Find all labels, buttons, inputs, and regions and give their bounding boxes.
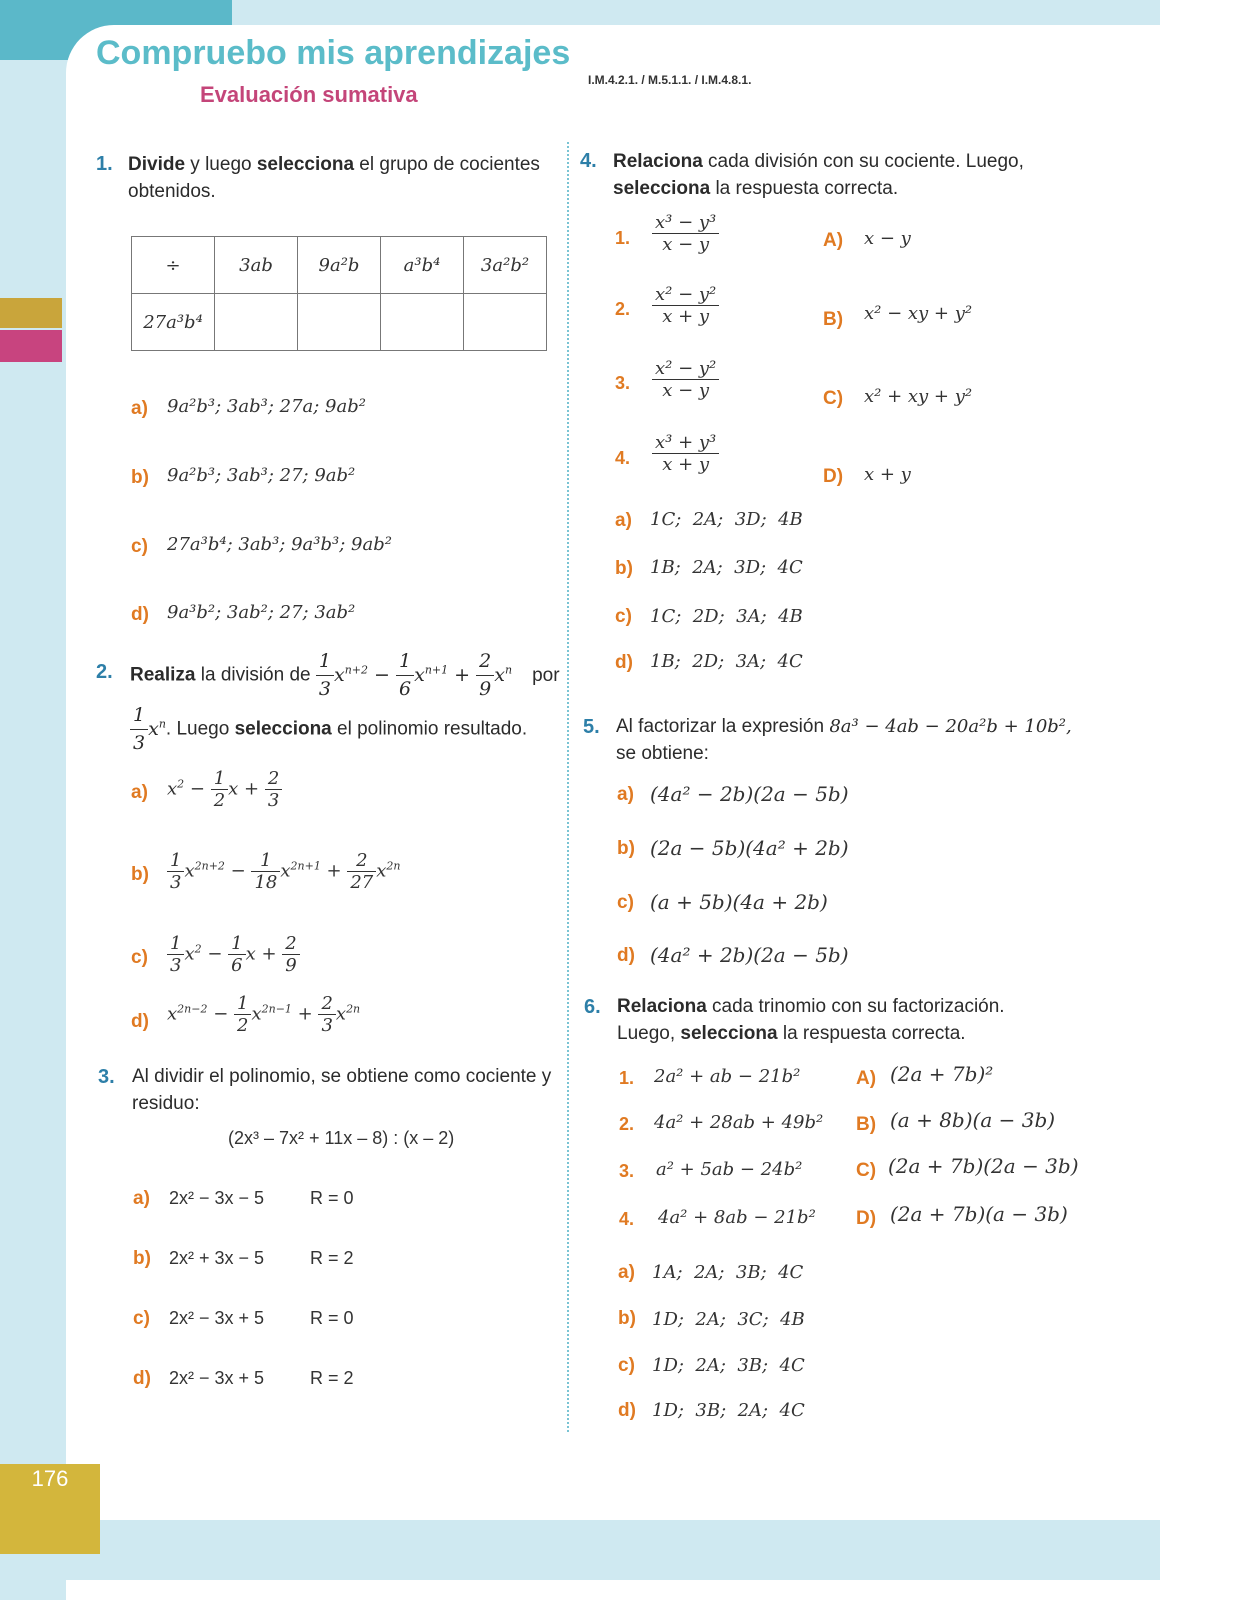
q4-option-d-letter[interactable]: d) (615, 652, 633, 673)
q6-item-1-text: 2a² + ab − 21b² (654, 1066, 801, 1087)
column-divider (567, 142, 569, 1432)
q4-option-a-text: 1C; 2A; 3D; 4B (650, 509, 803, 530)
q1-option-c-text: 27a³b⁴; 3ab³; 9a³b³; 9ab² (167, 534, 392, 555)
q2-text2: . Luego (165, 718, 235, 740)
q3-option-a-residue: R = 0 (310, 1188, 354, 1208)
table-header-cell: 9a²b (298, 237, 381, 294)
q2-text1: la división de (195, 664, 316, 686)
q2-option-d-letter[interactable]: d) (131, 1011, 149, 1032)
q2-dividend-expression: $\frac{1}{3}$ $x^{n+2}$ − $\frac{1}{6}$ $x^{n+1}$ + $\frac{2}{9}$ $x^n$ (316, 664, 518, 686)
q4-option-d-text: 1B; 2D; 3A; 4C (650, 651, 803, 672)
q4-verb1: Relaciona (613, 151, 703, 172)
q3-option-b-quotient: 2x² + 3x − 5 (169, 1248, 265, 1268)
q6-item-3-text: a² + 5ab − 24b² (656, 1159, 803, 1180)
q1-option-a-letter[interactable]: a) (131, 398, 148, 419)
q3-option-a-letter[interactable]: a) (133, 1188, 150, 1209)
q6-item-1-number: 1. (619, 1068, 635, 1088)
q2-option-c-letter[interactable]: c) (131, 947, 148, 968)
q4-item-3-den: x − y (662, 380, 710, 401)
q3-option-d-letter[interactable]: d) (133, 1368, 151, 1389)
q3-option-b-residue: R = 2 (310, 1248, 354, 1268)
q4-answer-C-text: x² + xy + y² (864, 386, 973, 407)
q6-item-3-number: 3. (619, 1161, 635, 1181)
q6-verb2: selecciona (680, 1023, 778, 1044)
q3-option-c-letter[interactable]: c) (133, 1308, 150, 1329)
page-title: Compruebo mis aprendizajes (96, 34, 571, 72)
q1-option-b-text: 9a²b³; 3ab³; 27; 9ab² (167, 465, 356, 486)
q4-item-2-number: 2. (615, 299, 631, 319)
q4-answer-A-letter: A) (823, 230, 844, 251)
q4-option-c-text: 1C; 2D; 3A; 4B (650, 606, 803, 627)
q4-answer-B-letter: B) (823, 309, 844, 330)
q4-verb2: selecciona (613, 178, 711, 199)
q4-option-c-letter[interactable]: c) (615, 606, 632, 627)
q5-option-d-letter[interactable]: d) (617, 945, 635, 966)
q1-option-c-letter[interactable]: c) (131, 536, 148, 557)
q6-item-4-text: 4a² + 8ab − 21b² (658, 1207, 816, 1228)
q4-answer-D-letter: D) (823, 466, 844, 487)
q6-option-d-letter[interactable]: d) (618, 1400, 636, 1421)
q5-option-b-text: (2a − 5b)(4a² + 2b) (650, 836, 849, 860)
q4-answer-A-text: x − y (864, 228, 911, 249)
q6-text1: cada trinomio con su factorización. Luego, (617, 996, 1005, 1044)
q4-item-3-number: 3. (615, 373, 631, 393)
q5-option-a-text: (4a² − 2b)(2a − 5b) (650, 782, 849, 806)
table-header-cell: ÷ (132, 237, 215, 294)
q6-answer-B-text: (a + 8b)(a − 3b) (890, 1108, 1056, 1132)
table-header-cell: a³b⁴ (381, 237, 464, 294)
page-subtitle: Evaluación sumativa (200, 82, 418, 107)
q1-text (128, 151, 553, 205)
q5-option-c-letter[interactable]: c) (617, 892, 634, 913)
q6-answer-A-text: (2a + 7b)² (890, 1062, 994, 1086)
q3-text: Al dividir el polinomio, se obtiene como cociente y residuo: (132, 1066, 552, 1114)
q2-divisor-expression: $\frac{1}{3}$ $x^n$ (130, 718, 166, 740)
q6-option-d-text: 1D; 3B; 2A; 4C (652, 1400, 805, 1421)
q6-number: 6. (584, 996, 601, 1018)
q4-text1: cada división con su cociente. Luego, (702, 151, 1024, 172)
q3-option-d-quotient: 2x² − 3x + 5 (169, 1368, 265, 1388)
q4-option-a-letter[interactable]: a) (615, 510, 632, 531)
q2-por: por (532, 664, 560, 686)
q2-text3: el polinomio resultado. (331, 718, 528, 740)
q4-item-1-number: 1. (615, 228, 631, 248)
q1-division-table (131, 236, 547, 351)
q4-option-b-letter[interactable]: b) (615, 558, 633, 579)
q2-verb2: selecciona (234, 718, 332, 740)
table-header-cell: 3a²b² (464, 237, 547, 294)
q3-option-a-quotient: 2x² − 3x − 5 (169, 1188, 265, 1208)
q4-item-1-den: x − y (662, 234, 710, 255)
q4-item-2-fraction (652, 284, 719, 327)
q3-option-b-letter[interactable]: b) (133, 1248, 151, 1269)
q1-verb1: Divide (128, 154, 186, 175)
q2-number: 2. (96, 661, 113, 683)
q1-mid: y luego (185, 154, 257, 175)
q5-option-c-text: (a + 5b)(4a + 2b) (650, 890, 828, 914)
q4-item-2-den: x + y (662, 306, 710, 327)
q5-text-line1 (616, 713, 1072, 740)
q5-text2: se obtiene: (616, 743, 709, 764)
table-empty-cell[interactable] (298, 294, 381, 351)
left-margin-band (0, 0, 66, 1600)
q3-option-c-quotient: 2x² − 3x + 5 (169, 1308, 265, 1328)
q6-answer-B-letter: B) (856, 1114, 877, 1135)
q1-rest: el grupo de cocientes obtenidos. (128, 154, 540, 202)
q4-item-1-num: x³ − y³ (652, 212, 719, 234)
q4-item-1-fraction (652, 212, 719, 255)
curriculum-codes: I.M.4.2.1. / M.5.1.1. / I.M.4.8.1. (580, 70, 759, 90)
q2-text-line2 (130, 702, 555, 757)
q4-item-4-num: x³ + y³ (652, 432, 719, 454)
q1-option-d-letter[interactable]: d) (131, 604, 149, 625)
q3-option-c-residue: R = 0 (310, 1308, 354, 1328)
q4-item-4-fraction (652, 432, 719, 475)
q4-item-4-den: x + y (662, 454, 710, 475)
q4-item-3-num: x² − y² (652, 358, 719, 380)
q6-answer-D-text: (2a + 7b)(a − 3b) (890, 1202, 1068, 1226)
q6-answer-C-text: (2a + 7b)(2a − 3b) (888, 1154, 1079, 1178)
q4-item-4-number: 4. (615, 448, 631, 468)
q2-option-a-letter[interactable]: a) (131, 782, 148, 803)
q3-number: 3. (98, 1066, 115, 1088)
q4-number: 4. (580, 150, 597, 172)
q1-option-d-text: 9a³b²; 3ab²; 27; 3ab² (167, 602, 356, 623)
q3-expression: (2x³ – 7x² + 11x – 8) : (x – 2) (228, 1128, 455, 1148)
q6-answer-A-letter: A) (856, 1068, 877, 1089)
q6-option-c-text: 1D; 2A; 3B; 4C (652, 1355, 805, 1376)
q2-option-d-text: $x^{2n-2}$ − $\frac{1}{2}$ $x^{2n-1}$ + $\frac{2}{3}$ $x^{2n}$ (167, 993, 361, 1036)
q6-option-a-text: 1A; 2A; 3B; 4C (652, 1262, 804, 1283)
q1-option-b-letter[interactable]: b) (131, 467, 149, 488)
q4-item-2-num: x² − y² (652, 284, 719, 306)
q6-item-4-number: 4. (619, 1209, 635, 1229)
table-empty-cell[interactable] (381, 294, 464, 351)
q5-option-a-letter[interactable]: a) (617, 784, 634, 805)
table-header-cell: 3ab (215, 237, 298, 294)
q4-answer-D-text: x + y (864, 464, 911, 485)
q4-item-3-fraction (652, 358, 719, 401)
q4-answer-B-text: x² − xy + y² (864, 303, 973, 324)
table-empty-cell[interactable] (464, 294, 547, 351)
q6-option-a-letter[interactable]: a) (618, 1262, 635, 1283)
q2-verb1: Realiza (130, 664, 196, 686)
q2-option-a-text: $x^2$ − $\frac{1}{2}$ x + $\frac{2}{3}$ (167, 768, 282, 811)
q5-number: 5. (583, 716, 600, 738)
q2-option-b-letter[interactable]: b) (131, 864, 149, 885)
q1-verb2: selecciona (256, 154, 355, 175)
q6-option-b-text: 1D; 2A; 3C; 4B (652, 1309, 805, 1330)
q4-answer-C-letter: C) (823, 388, 844, 409)
q5-option-d-text: (4a² + 2b)(2a − 5b) (650, 943, 849, 967)
q6-text (617, 993, 1042, 1047)
table-empty-cell[interactable] (215, 294, 298, 351)
side-tab-pink (0, 330, 62, 362)
q2-option-b-text: $\frac{1}{3}$ $x^{2n+2}$ − $\frac{1}{18}$ $x^{2n+1}$ + $\frac{2}{27}$ $x^{2n}$ (167, 850, 401, 893)
q4-option-b-text: 1B; 2A; 3D; 4C (650, 557, 803, 578)
q1-option-a-text: 9a²b³; 3ab³; 27a; 9ab² (167, 396, 366, 417)
page-number: 176 (31, 1466, 69, 1491)
q6-answer-D-letter: D) (856, 1208, 877, 1229)
table-row-label: 27a³b⁴ (132, 294, 215, 351)
q6-option-b-letter[interactable]: b) (618, 1308, 636, 1329)
q6-verb1: Relaciona (617, 996, 707, 1017)
q1-number: 1. (96, 153, 113, 175)
q5-expression: 8a³ − 4ab − 20a²b + 10b², (829, 716, 1072, 737)
q6-option-c-letter[interactable]: c) (618, 1355, 635, 1376)
q4-text2: la respuesta correcta. (710, 178, 899, 199)
q2-option-c-text: $\frac{1}{3}$ $x^2$ − $\frac{1}{6}$ x + $\frac{2}{9}$ (167, 933, 300, 976)
side-tab-gold (0, 298, 62, 328)
q6-item-2-number: 2. (619, 1114, 635, 1134)
q6-text2: la respuesta correcta. (777, 1023, 966, 1044)
q4-text (613, 148, 1043, 202)
q6-item-2-text: 4a² + 28ab + 49b² (654, 1112, 824, 1133)
q3-option-d-residue: R = 2 (310, 1368, 354, 1388)
q6-answer-C-letter: C) (856, 1160, 877, 1181)
q5-option-b-letter[interactable]: b) (617, 838, 635, 859)
q2-text-line1 (130, 648, 560, 703)
q5-text1: Al factorizar la expresión (616, 716, 830, 737)
footer-band (0, 1520, 1160, 1580)
